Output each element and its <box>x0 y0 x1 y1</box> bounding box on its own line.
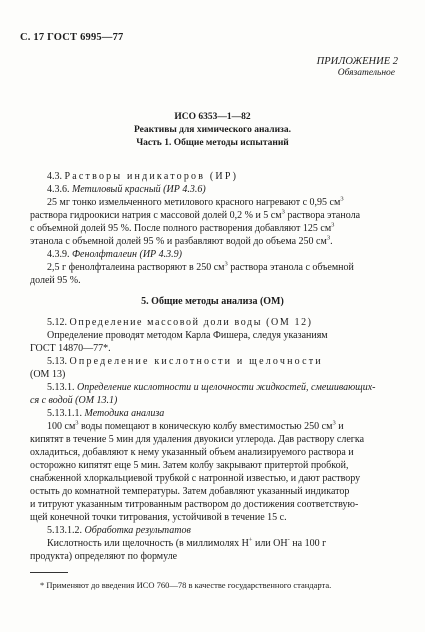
text-line: Кислотность или щелочность (в миллимолях Н+ или ОН- на 100 г <box>47 536 327 549</box>
clause-4-3-9: 4.3.9. Фенолфталеин (ИР 4.3.9) <box>47 249 182 260</box>
text-line: (ОМ 13) <box>30 369 66 380</box>
section-5-heading: 5. Общие методы анализа (ОМ) <box>141 296 284 307</box>
clause-4-3-6: 4.3.6. Метиловый красный (ИР 4.3.6) <box>47 184 206 195</box>
text-line: 100 $см^3$ воды помещают в коническую колбу вместимостью 250 $см^3$ и <box>47 419 344 432</box>
text-line: Определение проводят методом Карла Фишера, следуя указаниям <box>47 330 328 341</box>
appendix-title: ПРИЛОЖЕНИЕ 2 <box>316 56 398 67</box>
text-line: снабженной хлоркальциевой трубкой с натронной известью, и дают раствору <box>30 473 361 484</box>
clause-5-13-1: 5.13.1. Определение кислотности и щелочности жидкостей, смешивающих- <box>47 382 376 393</box>
text-line: щей конечной точки титрования, устойчивой в течение 15 с. <box>30 512 287 523</box>
standard-title-line1: Реактивы для химического анализа. <box>133 125 291 135</box>
clause-4-3: 4.3. Растворы индикаторов (ИР) <box>47 171 239 182</box>
text-line: охладиться, добавляют к нему указанный объем анализируемого раствора и <box>30 447 354 458</box>
text-line: ГОСТ 14870—77*. <box>30 343 111 354</box>
page-header: С. 17 ГОСТ 6995—77 <box>20 32 124 43</box>
text-line: осторожно кипятят еще 5 мин. Затем колбу закрывают притертой пробкой, <box>30 460 349 471</box>
text-line: 2,5 г фенолфталеина растворяют в 250 $см^3$ раствора этанола с объемной <box>47 260 354 273</box>
text-line: долей 95 %. <box>30 275 81 286</box>
footnote-divider <box>30 572 68 573</box>
text-line: ся с водой (ОМ 13.1) <box>30 395 118 406</box>
text-line: и титруют указанным титрованным раствором до достижения соответствую- <box>30 499 359 510</box>
footnote: * Применяют до введения ИСО 760—78 в качестве государственного стандарта. <box>40 580 332 590</box>
appendix-status: Обязательное <box>337 68 395 78</box>
clause-5-13-1-2: 5.13.1.2. Обработка результатов <box>47 525 191 536</box>
clause-5-13-1-1: 5.13.1.1. Методика анализа <box>47 408 165 419</box>
clause-5-13: 5.13. Определение кислотности и щелочности <box>47 356 323 367</box>
text-line: 25 мг тонко измельченного метилового красного нагревают с 0,95 $см^3$ <box>47 195 344 208</box>
standard-number: ИСО 6353—1—82 <box>174 112 251 122</box>
text-line: остыть до комнатной температуры. Затем добавляют указанный индикатор <box>30 486 350 497</box>
text-line: продукта) определяют по формуле <box>30 551 178 562</box>
standard-title-line2: Часть 1. Общие методы испытаний <box>136 138 289 148</box>
text-line: раствора гидроокиси натрия с массовой долей 0,2 % и 5 $см^3$ раствора этанола <box>30 208 361 221</box>
text-line: этанола с объемной долей 95 % и разбавляют водой до объема 250 $см^3$. <box>30 234 333 247</box>
text-line: кипятят в течение 5 мин для удаления двуокиси углерода. Дав раствору слегка <box>30 434 365 445</box>
clause-5-12: 5.12. Определение массовой доли воды (ОМ 12) <box>47 317 313 328</box>
text-line: с объемной долей 95 %. После полного растворения добавляют 125 $см^3$ <box>30 221 335 234</box>
